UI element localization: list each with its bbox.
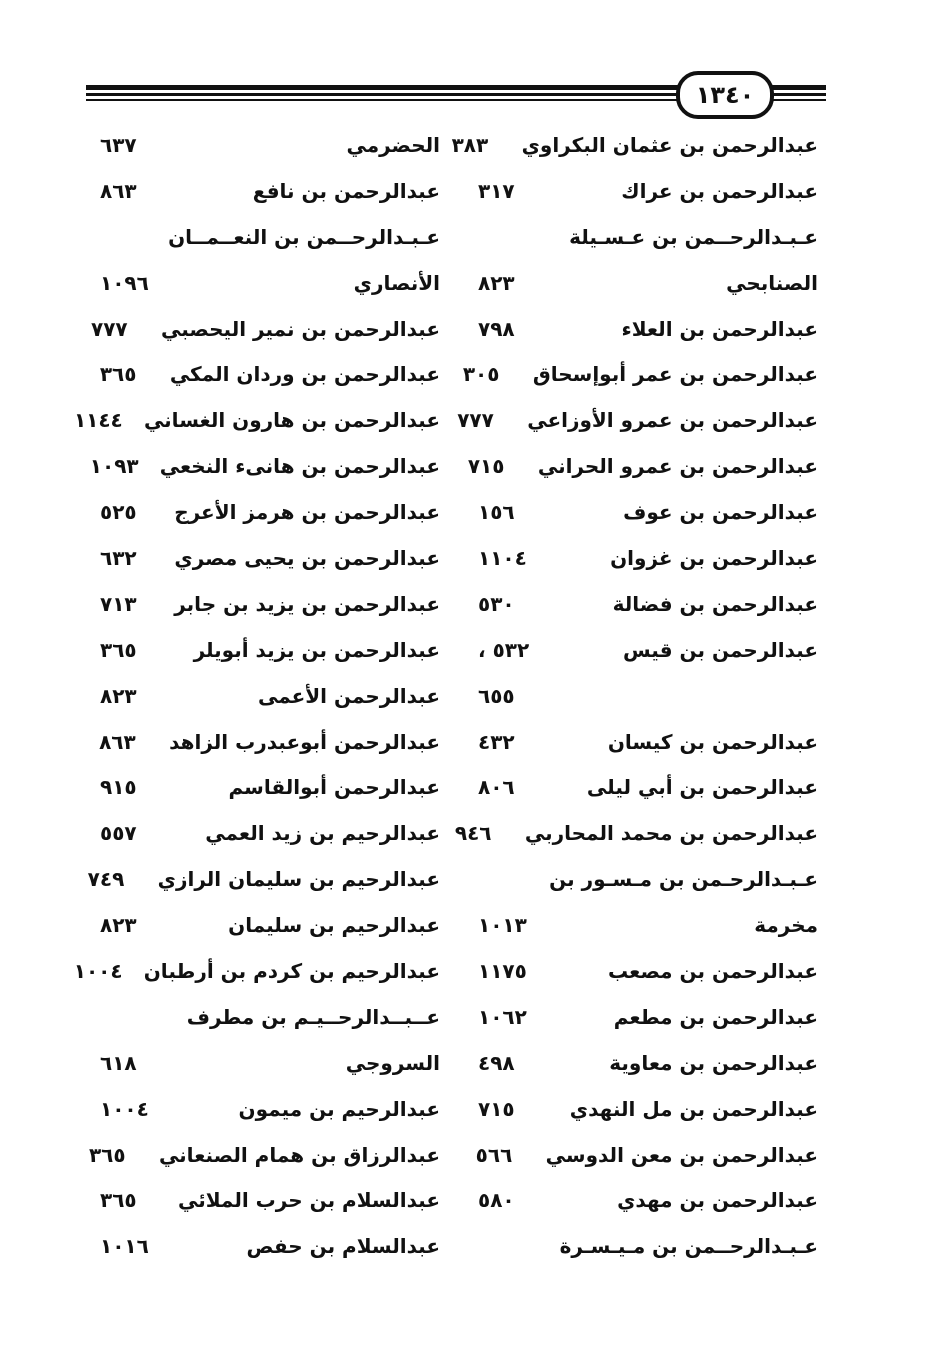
entry-page-ref: ٤٩٨: [478, 1050, 515, 1075]
index-entry: [100, 673, 440, 719]
entry-page-ref: ٥٥٧: [100, 821, 137, 846]
entry-name: السروجي: [345, 1050, 440, 1075]
index-column-right: [451, 122, 818, 1269]
entry-name: عـبـدالرحــمن بن مـيـسـرة: [559, 1234, 818, 1259]
entry-page-ref: ١١٤٤: [73, 408, 123, 433]
entry-page-ref: ٨٢٣: [100, 683, 137, 708]
index-entry: [100, 489, 440, 535]
index-entry: [100, 719, 440, 765]
entry-page-ref: ٥٨٠: [478, 1188, 515, 1213]
entry-page-ref: ١٠٩٦: [100, 270, 149, 295]
entry-page-ref: ٦٣٧: [100, 132, 137, 157]
entry-name: عبدالرحمن بن يحيى مصري: [174, 545, 440, 570]
entry-page-ref: ٥٣٢ ،: [478, 637, 530, 662]
entry-page-ref: ١٠٦٢: [478, 1004, 527, 1029]
entry-name: مخرمة: [754, 913, 818, 938]
entry-name: عبدالرحمن بن هارون الغساني: [143, 408, 440, 433]
index-entry: [100, 122, 440, 168]
index-entry: [467, 443, 818, 489]
entry-page-ref: ٥٣٠: [478, 591, 515, 616]
index-column-left: [73, 122, 440, 1269]
index-entry: [100, 1177, 440, 1223]
index-entry: [100, 994, 440, 1040]
index-entry: [89, 443, 440, 489]
entry-page-ref: ١٠٠٤: [100, 1096, 149, 1121]
entry-page-ref: ٩٤٦: [454, 821, 492, 846]
entry-name: عبدالرحيم بن سليمان الرازي: [157, 867, 440, 892]
entry-page-ref: ٣٦٥: [88, 1142, 126, 1167]
index-entry: [478, 581, 818, 627]
entry-page-ref: ١١٠٤: [478, 545, 527, 570]
index-entry: [100, 764, 440, 810]
entry-name: عبدالرحمن بن معن الدوسي: [545, 1142, 818, 1167]
index-entry: [478, 214, 818, 260]
entry-page-ref: ٧١٥: [467, 454, 505, 479]
index-entry: [100, 535, 440, 581]
index-entry: [91, 306, 440, 352]
entry-page-ref: ٦١٨: [100, 1050, 137, 1075]
index-entry: [100, 1040, 440, 1086]
index-entry: [100, 1223, 440, 1269]
index-entry: [478, 673, 818, 719]
entry-page-ref: ٧١٥: [478, 1096, 515, 1121]
entry-name: عبدالرحمن بن مطعم: [613, 1004, 818, 1029]
index-entry: [73, 948, 440, 994]
entry-name: الصنابحي: [726, 270, 818, 295]
index-entry: [478, 764, 818, 810]
index-entry: [475, 1132, 818, 1178]
entry-name: عبدالرحيم بن ميمون: [238, 1096, 440, 1121]
index-entry: [478, 719, 818, 765]
entry-page-ref: ١٥٦: [478, 500, 515, 525]
page-number: ١٣٤٠: [676, 71, 774, 119]
index-entry: [478, 535, 818, 581]
entry-name: عبدالرحمن بن هانىء النخعي: [159, 454, 440, 479]
entry-name: عبدالرحمن بن غزوان: [610, 545, 818, 570]
entry-name: عبدالسلام بن حرب الملائي: [178, 1188, 440, 1213]
entry-name: عبدالرحمن بن مل النهدي: [569, 1096, 818, 1121]
entry-name: عبدالرحمن أبوالقاسم: [228, 775, 440, 800]
index-entry: [478, 948, 818, 994]
index-entry: [478, 627, 818, 673]
entry-name: عبدالرحمن بن محمد المحاربي: [524, 821, 818, 846]
entry-page-ref: ٩١٥: [100, 775, 137, 800]
entry-page-ref: ٣٠٥: [462, 362, 500, 387]
entry-page-ref: ٨٢٣: [100, 913, 137, 938]
page-header: [86, 68, 826, 118]
entry-name: عبدالرحمن الأعمى: [257, 683, 440, 708]
entry-name: عبدالرحمن بن أبي ليلى: [586, 775, 818, 800]
index-entry: [100, 810, 440, 856]
index-entry: [100, 214, 440, 260]
entry-page-ref: ٨٦٣: [100, 178, 137, 203]
entry-page-ref: ٣٨٣: [451, 132, 489, 157]
index-entry: [457, 397, 818, 443]
entry-name: عبدالرحيم بن زيد العمي: [205, 821, 440, 846]
entry-name: الأنصاري: [353, 270, 440, 295]
entry-page-ref: ١١٧٥: [478, 958, 527, 983]
index-entry: [462, 351, 818, 397]
index-entry: [88, 1132, 440, 1178]
entry-name: عبدالرحمن بن يزيد بن جابر: [174, 591, 440, 616]
entry-name: عـبـدالرحــمن بن النعــمــان: [168, 224, 440, 249]
entry-name: عبدالرحيم بن سليمان: [228, 913, 440, 938]
entry-name: عبدالرحمن بن وردان المكي: [169, 362, 440, 387]
entry-name: عبدالرحمن بن مصعب: [608, 958, 818, 983]
entry-name: عبدالرحمن بن عراك: [621, 178, 818, 203]
index-entry: [87, 856, 440, 902]
entry-page-ref: ٧٩٨: [478, 316, 515, 341]
entry-name: عبدالرحيم بن كردم بن أرطبان: [143, 958, 440, 983]
index-entry: [478, 856, 818, 902]
index-entry: [73, 397, 440, 443]
entry-page-ref: ٣٦٥: [99, 362, 137, 387]
entry-name: عــبــدالرحــيـم بن مطرف: [186, 1004, 440, 1029]
entry-name: عبدالرحمن بن هرمز الأعرج: [174, 500, 440, 525]
entry-name: عبدالرحمن بن قيس: [623, 637, 818, 662]
entry-page-ref: ٥٦٦: [475, 1142, 513, 1167]
index-entry: [478, 1223, 818, 1269]
index-entry: [100, 351, 440, 397]
entry-name: عبدالرحمن بن عوف: [623, 500, 818, 525]
entry-page-ref: ١٠٠٤: [73, 958, 123, 983]
entry-page-ref: ٨٢٣: [478, 270, 515, 295]
entry-name: عبدالرحمن بن عمر أبوإسحاق: [532, 362, 818, 387]
entry-page-ref: ٧٧٧: [91, 316, 128, 341]
entry-page-ref: ١٠٩٣: [89, 454, 139, 479]
index-entry: [478, 260, 818, 306]
entry-page-ref: ٣٦٥: [100, 637, 137, 662]
index-entry: [100, 581, 440, 627]
index-entry: [454, 810, 818, 856]
entry-name: عبدالرحمن بن مهدي: [617, 1188, 818, 1213]
entry-page-ref: ٦٣٢: [100, 545, 137, 570]
entry-page-ref: ٦٥٥: [478, 683, 515, 708]
index-entry: [100, 168, 440, 214]
index-entry: [451, 122, 818, 168]
entry-page-ref: ٣١٧: [478, 178, 515, 203]
entry-page-ref: ٧٧٧: [457, 408, 494, 433]
entry-name: عبدالرحمن بن عمرو الحراني: [537, 454, 818, 479]
entry-name: عبدالرحمن بن عمرو الأوزاعي: [527, 408, 818, 433]
entry-name: عبدالرحمن بن معاوية: [609, 1050, 818, 1075]
entry-name: عبدالرحمن بن نمير اليحصبي: [161, 316, 440, 341]
index-entry: [100, 627, 440, 673]
index-entry: [478, 168, 818, 214]
index-entry: [100, 902, 440, 948]
entry-name: عـبـدالرحـمن بن مـسـور بن: [549, 867, 818, 892]
entry-page-ref: ٤٣٢: [478, 729, 515, 754]
entry-page-ref: ٧٤٩: [87, 867, 125, 892]
entry-page-ref: ٥٢٥: [100, 500, 137, 525]
entry-name: عبدالرحمن بن كيسان: [607, 729, 818, 754]
index-entry: [478, 902, 818, 948]
index-entry: [100, 260, 440, 306]
index-entry: [478, 489, 818, 535]
entry-name: عبدالسلام بن حفص: [246, 1234, 440, 1259]
index-entry: [478, 1177, 818, 1223]
entry-name: عبدالرزاق بن همام الصنعاني: [158, 1142, 440, 1167]
entry-page-ref: ٨٦٣: [99, 729, 136, 754]
entry-name: الحضرمي: [346, 132, 440, 157]
entry-name: عـبـدالرحــمن بن عـسـيلة: [569, 224, 818, 249]
entry-name: عبدالرحمن أبوعبدرب الزاهد: [169, 729, 440, 754]
entry-name: عبدالرحمن بن العلاء: [621, 316, 818, 341]
index-entry: [100, 1086, 440, 1132]
entry-page-ref: ١٠١٦: [100, 1234, 149, 1259]
entry-page-ref: ٧١٣: [100, 591, 137, 616]
entry-name: عبدالرحمن بن يزيد أبويلر: [193, 637, 440, 662]
entry-name: عبدالرحمن بن نافع: [252, 178, 440, 203]
index-entry: [478, 994, 818, 1040]
entry-page-ref: ٨٠٦: [478, 775, 515, 800]
index-entry: [478, 306, 818, 352]
entry-page-ref: ١٠١٣: [478, 913, 527, 938]
entry-page-ref: ٣٦٥: [100, 1188, 137, 1213]
entry-name: عبدالرحمن بن عثمان البكراوي: [521, 132, 818, 157]
entry-name: عبدالرحمن بن فضالة: [612, 591, 818, 616]
index-entry: [478, 1086, 818, 1132]
index-entry: [478, 1040, 818, 1086]
